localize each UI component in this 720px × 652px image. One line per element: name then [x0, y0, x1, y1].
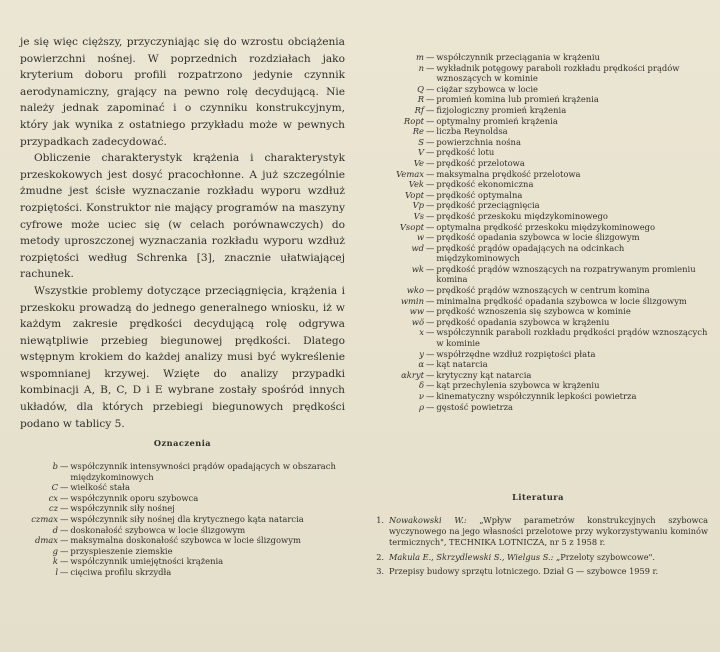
symbol: ww — [409, 306, 424, 317]
literature-title: Literatura — [512, 492, 564, 502]
literature-item — [368, 566, 708, 577]
notation-item: x — współczynnik paraboli rozkładu prędkości prądów wznoszących w kominie — [368, 327, 708, 348]
symbol: Vsopt — [399, 221, 424, 232]
notation-item: b — współczynnik intensywności prądów opadających w obszarach międzykominowych — [20, 461, 345, 482]
notation-item: Ve — prędkość przelotowa — [368, 158, 708, 169]
definition: prędkość prądów opadających na odcinkach międzykominowych — [436, 242, 625, 264]
notation-item: wd — prędkość prądów opadających na odcinkach międzykominowych — [368, 243, 708, 264]
literature-number: 1. — [376, 515, 384, 525]
definition: współczynnik paraboli rozkładu prędkości prądów wznoszących w kominie — [436, 327, 708, 349]
notation-title: Oznaczenia — [153, 438, 212, 448]
notation-item: cx — współczynnik oporu szybowca — [20, 493, 345, 504]
symbol: S — [418, 136, 424, 147]
symbol: wmin — [400, 295, 424, 306]
definition: współczynnik siły nośnej — [70, 503, 175, 514]
definition: współczynnik przeciągania w krążeniu — [436, 52, 600, 62]
literature-list — [368, 515, 708, 580]
notation-item: m — współczynnik przeciągania w krążeniu — [368, 52, 708, 63]
definition: przyspieszenie ziemskie — [70, 545, 173, 556]
notation-item: α — kąt natarcia — [368, 359, 708, 370]
notation-item: wmin — minimalna prędkość opadania szybowca w locie ślizgowym — [368, 296, 708, 307]
definition: wielkość stała — [70, 482, 130, 493]
symbol: Rf — [414, 104, 424, 115]
definition: gęstość powietrza — [436, 401, 514, 412]
symbol: Vopt — [404, 189, 424, 200]
notation-item: dmax — maksymalna doskonałość szybowca w locie ślizgowym — [20, 535, 345, 546]
notation-list-left — [20, 461, 345, 578]
symbol: wko — [406, 285, 424, 296]
symbol: V — [417, 147, 424, 158]
notation-item: k — współczynnik umiejętności krążenia — [20, 556, 345, 567]
definition: cięciwa profilu skrzydła — [70, 566, 172, 577]
symbol: g — [52, 545, 58, 556]
notation-item: Q — ciężar szybowca w locie — [368, 84, 708, 95]
literature-text: Przepisy budowy sprzętu lotniczego. Dział G — szybowce 1959 r. — [389, 565, 659, 576]
definition: prędkość optymalna — [436, 189, 523, 200]
paragraph: Wszystkie problemy dotyczące przeciągnięcia, krążenia i przeskoku prowadzą do jednego generalnego wniosku, iż w każdym zakresie prędkości decydującą rolę odgrywa niewątpliwie przebieg biegunowej prędkości. Dlatego wstępnym krokiem do każdej analizy musi być wykreślenie wspomnianej krzywej. Wzięte do analizy przypadki kombinacji A, B, C, D i E wybrane zostały spośród innych układów, dla których przebiegi biegunowych prędkości podano w tablicy 5. — [20, 284, 345, 430]
symbol: cz — [48, 503, 58, 514]
definition: prędkość przeskoku międzykominowego — [436, 210, 608, 221]
symbol: w — [416, 232, 424, 243]
notation-item: αkryt — krytyczny kąt natarcia — [368, 370, 708, 381]
definition: kinematyczny współczynnik lepkości powietrza — [436, 391, 637, 401]
definition: kąt natarcia — [436, 359, 488, 370]
symbol: m — [416, 52, 424, 62]
notation-item: Vs — prędkość przeskoku międzykominowego — [368, 211, 708, 222]
symbol: Ropt — [403, 115, 424, 126]
definition: ciężar szybowca w locie — [436, 83, 539, 94]
symbol: Ve — [413, 157, 424, 168]
symbol: cx — [48, 492, 58, 503]
notation-item: S — powierzchnia nośna — [368, 137, 708, 148]
paragraph: Obliczenie charakterystyk krążenia i charakterystyk przeskokowych jest dosyć pracochłonne. A już szczególnie żmudne jest ścisłe wyznaczanie rozkładu wyporu wzdłuż rozpiętości. Konstruktor nie mający programów na maszyny cyfrowe może uciec się (w celach porównawczych) do metody uproszczonej wyznaczania rozkładu wyporu wzdłuż rozpiętości według Schrenka [3], znacznie ułatwiającej rachunek. — [20, 152, 345, 281]
symbol: Vek — [408, 179, 424, 190]
literature-item — [368, 552, 708, 563]
definition: współczynnik oporu szybowca — [70, 492, 199, 503]
symbol: wk — [411, 263, 424, 274]
notation-item: n — wykładnik potęgowy paraboli rozkładu prędkości prądów wznoszących w kominie — [368, 63, 708, 84]
symbol: C — [51, 482, 58, 493]
symbol: ρ — [419, 401, 424, 412]
definition: prędkość przeciągnięcia — [436, 200, 540, 211]
definition: powierzchnia nośna — [436, 136, 521, 147]
notation-item: C — wielkość stała — [20, 482, 345, 493]
literature-text: „Przeloty szybowcowe". — [556, 551, 655, 562]
literature-text: „Wpływ parametrów konstrukcyjnych szybowca wyczynowego na jego własności przelotowe przy wykorzystywaniu kominów termicznych", TECHNIKA LOTNICZA, nr 5 z 1958 r. — [389, 515, 708, 548]
body-text — [20, 34, 345, 432]
symbol: Vs — [413, 210, 424, 221]
literature-author: Nowakowski W.: — [389, 515, 467, 525]
notation-item: cz — współczynnik siły nośnej — [20, 503, 345, 514]
notation-item: Rf — fizjologiczny promień krążenia — [368, 105, 708, 116]
definition: prędkość prądów wznoszących w centrum komina — [436, 285, 650, 296]
symbol: n — [418, 62, 424, 73]
definition: współczynnik umiejętności krążenia — [70, 556, 224, 567]
notation-item: w — prędkość opadania szybowca w locie ślizgowym — [368, 232, 708, 243]
symbol: wö — [411, 316, 424, 327]
definition: liczba Reynoldsa — [436, 126, 508, 137]
definition: współczynnik siły nośnej dla krytycznego kąta natarcia — [70, 513, 304, 524]
notation-item: V — prędkość lotu — [368, 147, 708, 158]
notation-item: R — promień komina lub promień krążenia — [368, 94, 708, 105]
notation-item: ν — kinematyczny współczynnik lepkości powietrza — [368, 391, 708, 402]
definition: prędkość przelotowa — [436, 157, 525, 168]
definition: wykładnik potęgowy paraboli rozkładu prędkości prądów wznoszących w kominie — [436, 62, 680, 84]
literature-item — [368, 515, 708, 549]
symbol: Vemax — [396, 168, 424, 179]
definition: fizjologiczny promień krążenia — [436, 104, 567, 115]
symbol: ν — [418, 391, 424, 401]
symbol: d — [52, 524, 58, 535]
definition: prędkość wznoszenia się szybowca w kominie — [436, 306, 631, 317]
notation-item: czmax — współczynnik siły nośnej dla krytycznego kąta natarcia — [20, 514, 345, 525]
definition: minimalna prędkość opadania szybowca w locie ślizgowym — [436, 295, 687, 306]
notation-item: ρ — gęstość powietrza — [368, 402, 708, 413]
symbol: αkryt — [401, 369, 424, 380]
notation-item: Ropt — optymalny promień krążenia — [368, 116, 708, 127]
symbol: Re — [412, 126, 424, 137]
definition: doskonałość szybowca w locie ślizgowym — [70, 524, 246, 535]
notation-item: Vp — prędkość przeciągnięcia — [368, 200, 708, 211]
definition: współrzędne wzdłuż rozpiętości płata — [436, 348, 596, 359]
symbol: y — [419, 348, 424, 359]
notation-item: l — cięciwa profilu skrzydła — [20, 567, 345, 578]
symbol: dmax — [34, 535, 58, 546]
definition: maksymalna prędkość przelotowa — [436, 168, 581, 179]
literature-author: Makula E., Skrzydlewski S., Wielgus S.: — [389, 551, 554, 562]
definition: krytyczny kąt natarcia — [436, 369, 532, 380]
notation-list-right — [368, 52, 708, 412]
definition: maksymalna doskonałość szybowca w locie ślizgowym — [70, 535, 301, 546]
symbol: Q — [417, 83, 424, 94]
symbol: Vp — [412, 200, 424, 211]
notation-item: wko — prędkość prądów wznoszących w centrum komina — [368, 285, 708, 296]
symbol: x — [419, 327, 424, 338]
definition: promień komina lub promień krążenia — [436, 94, 599, 105]
notation-item: Vemax — maksymalna prędkość przelotowa — [368, 169, 708, 180]
notation-item: y — współrzędne wzdłuż rozpiętości płata — [368, 349, 708, 360]
definition: prędkość ekonomiczna — [436, 179, 534, 190]
symbol: l — [55, 566, 58, 577]
symbol: czmax — [31, 513, 58, 524]
definition: prędkość opadania szybowca w krążeniu — [436, 316, 610, 327]
notation-item: Vopt — prędkość optymalna — [368, 190, 708, 201]
definition: prędkość lotu — [436, 147, 495, 158]
definition: kąt przechylenia szybowca w krążeniu — [436, 380, 600, 391]
notation-item: wö — prędkość opadania szybowca w krążeniu — [368, 317, 708, 328]
literature-number: 3. — [376, 565, 384, 576]
notation-item: Re — liczba Reynoldsa — [368, 126, 708, 137]
symbol: α — [418, 359, 424, 370]
symbol: k — [52, 556, 58, 567]
definition: prędkość prądów wznoszących na rozpatrywanym promieniu komina — [436, 263, 696, 285]
notation-item: wk — prędkość prądów wznoszących na rozpatrywanym promieniu komina — [368, 264, 708, 285]
symbol: wd — [411, 242, 424, 253]
definition: współczynnik intensywności prądów opadających w obszarach międzykominowych — [70, 461, 336, 482]
notation-item: Vsopt — optymalna prędkość przeskoku międzykominowego — [368, 222, 708, 233]
notation-item: g — przyspieszenie ziemskie — [20, 546, 345, 557]
symbol: R — [417, 94, 424, 105]
symbol: δ — [418, 380, 424, 391]
notation-item: ww — prędkość wznoszenia się szybowca w kominie — [368, 306, 708, 317]
literature-number: 2. — [376, 551, 384, 562]
notation-item: Vek — prędkość ekonomiczna — [368, 179, 708, 190]
notation-item: d — doskonałość szybowca w locie ślizgowym — [20, 525, 345, 536]
symbol: b — [52, 461, 58, 471]
definition: optymalny promień krążenia — [436, 115, 558, 126]
paragraph: je się więc cięższy, przyczyniając się do wzrostu obciążenia powierzchni nośnej. W poprzednich rozdziałach jako kryterium doboru profili rozpatrzono jedynie czynnik aerodynamiczny, grający na pewno rolę decydującą. Nie należy jednak zapominać i o czynniku konstrukcyjnym, który jak wynika z ostatniego przykładu może w pewnych przypadkach zadecydować. — [20, 36, 345, 148]
notation-item: δ — kąt przechylenia szybowca w krążeniu — [368, 380, 708, 391]
definition: prędkość opadania szybowca w locie ślizgowym — [436, 232, 640, 243]
definition: optymalna prędkość przeskoku międzykominowego — [436, 221, 656, 232]
